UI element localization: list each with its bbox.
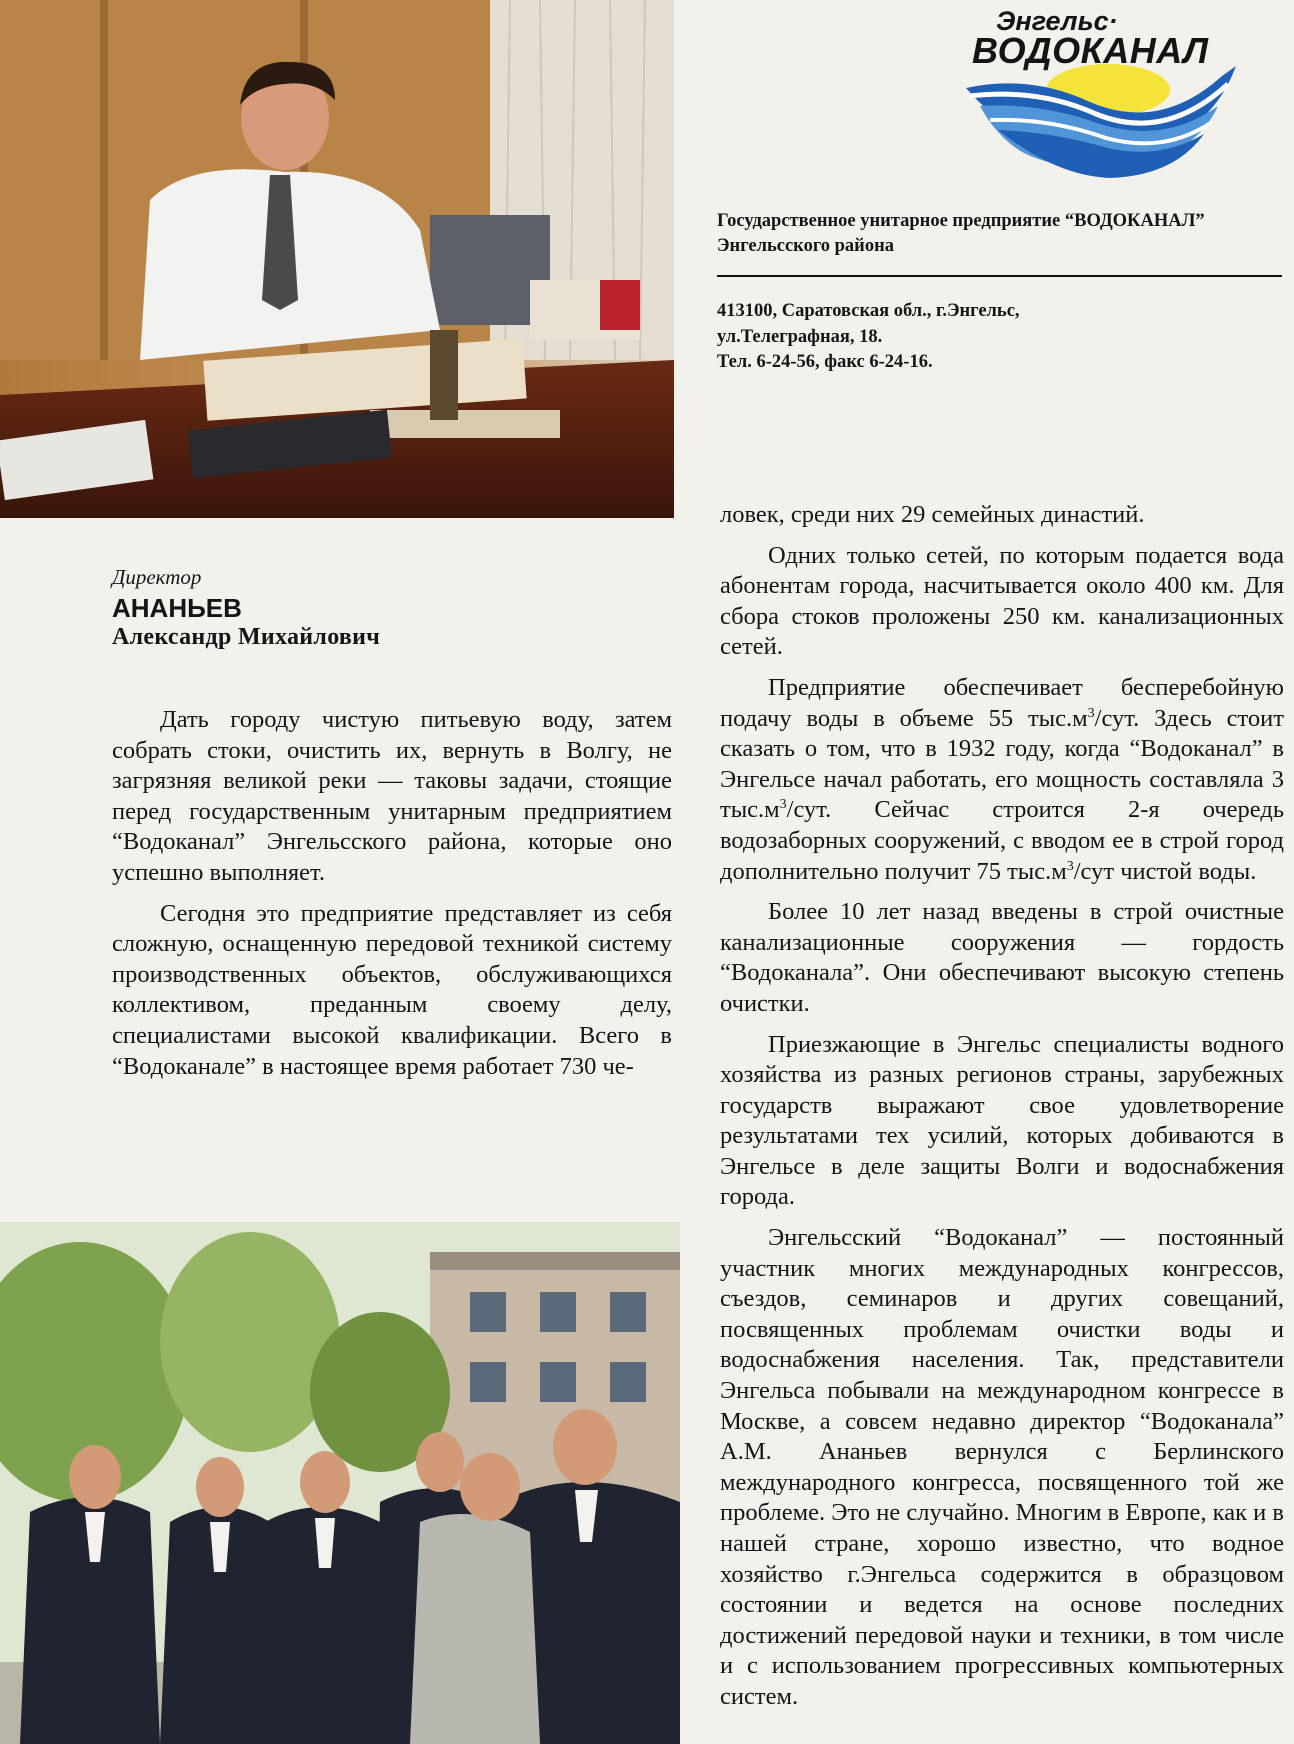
article-paragraph: Одних только сетей, по которым подается вода абонентам города, насчитывается около 400 км. Для сбора стоков проложены 250 км. канализационных сетей. xyxy=(720,541,1284,661)
director-role: Директор xyxy=(112,565,202,589)
article-paragraph: Дать городу чистую питьевую воду, затем собрать стоки, очистить их, вернуть в Волгу, не загрязняя великой реки — таковы задачи, стоящие перед государственным унитарным предприятием “Водоканал” Энгельсского района, которые оно успешно выполняет. xyxy=(112,706,672,886)
director-at-desk-illustration xyxy=(0,0,674,518)
phone-fax-line: Тел. 6-24-56, факс 6-24-16. xyxy=(717,352,933,372)
director-caption xyxy=(112,565,672,651)
logo-line-1: Энгельс· xyxy=(996,6,1118,36)
officials-group-illustration xyxy=(0,1222,680,1744)
logo-line-2: ВОДОКАНАЛ xyxy=(972,30,1209,71)
vodokanal-logo xyxy=(960,4,1260,180)
director-photo xyxy=(0,0,674,518)
capacity-text: Предприятие обеспечивает бесперебойную подачу воды в объеме 55 тыс.м xyxy=(720,673,1284,732)
article-paragraph: Сегодня это предприятие представляет из себя сложную, оснащенную передовой техникой систему производственных объектов, обслуживающихся коллективом, преданным своему делу, специалистами высокой квалификации. Всего в “Водоканале” в настоящее время работает 730 че- xyxy=(112,899,672,1080)
article-paragraph-capacity xyxy=(720,673,1284,887)
article-paragraph-continuation: ловек, среди них 29 семейных династий. xyxy=(720,501,1145,528)
director-given-names: Александр Михайлович xyxy=(112,624,381,650)
capacity-text: /сут. Сейчас строится 2-я очередь водозаборных сооружений, с вводом ее в строй город дополнительно получит 75 тыс.м xyxy=(720,796,1284,885)
article-paragraph: Энгельсский “Водоканал” — постоянный участник многих международных конгрессов, съездов, семинаров и других совещаний, посвященных проблемам очистки воды и водоснабжения населения. Так, представители Энгельса побывали на международном конгрессе в Москве, а совсем недавно директор “Водоканала” А.М. Ананьев вернулся с Берлинского международного конгресса, посвященного той же проблеме. Это не случайно. Многим в Европе, как и в нашей стране, хорошо известно, что водное хозяйство г.Энгельса содержится в образцовом состоянии и ведется на основе последних достижений передовой науки и техники, в том числе и с использованием прогрессивных компьютерных систем. xyxy=(720,1224,1284,1710)
company-address xyxy=(717,299,1282,376)
address-line: 413100, Саратовская обл., г.Энгельс, xyxy=(717,301,1020,321)
divider xyxy=(717,275,1282,277)
article-left-column xyxy=(112,705,672,1092)
company-name: Государственное унитарное предприятие “ВОДОКАНАЛ” Энгельсского района xyxy=(717,211,1205,256)
unit-exponent: 3 xyxy=(779,797,787,813)
group-photo xyxy=(0,1222,680,1744)
address-line: ул.Телеграфная, 18. xyxy=(717,326,883,347)
capacity-text: /сут. Здесь стоит сказать о том, что в 1932 году, когда “Водоканал” в Энгельсе начал работать, его мощность составляла 3 тыс.м xyxy=(720,704,1284,824)
capacity-text: /сут чистой воды. xyxy=(1073,857,1257,885)
article-paragraph: Более 10 лет назад введены в строй очистные канализационные сооружения — гордость “Водоканала”. Они обеспечивают высокую степень очистки. xyxy=(720,898,1284,1017)
company-info xyxy=(717,209,1282,376)
unit-exponent: 3 xyxy=(1066,858,1074,874)
article-paragraph: Приезжающие в Энгельс специалисты водного хозяйства из разных регионов страны, зарубежных государств выражают свое удовлетворение результатами тех усилий, которых добиваются в Энгельсе в деле защиты Волги и водоснабжения города. xyxy=(720,1030,1284,1211)
director-surname: АНАНЬЕВ xyxy=(112,593,242,623)
unit-exponent: 3 xyxy=(1087,705,1095,721)
article-right-column xyxy=(720,500,1284,1723)
